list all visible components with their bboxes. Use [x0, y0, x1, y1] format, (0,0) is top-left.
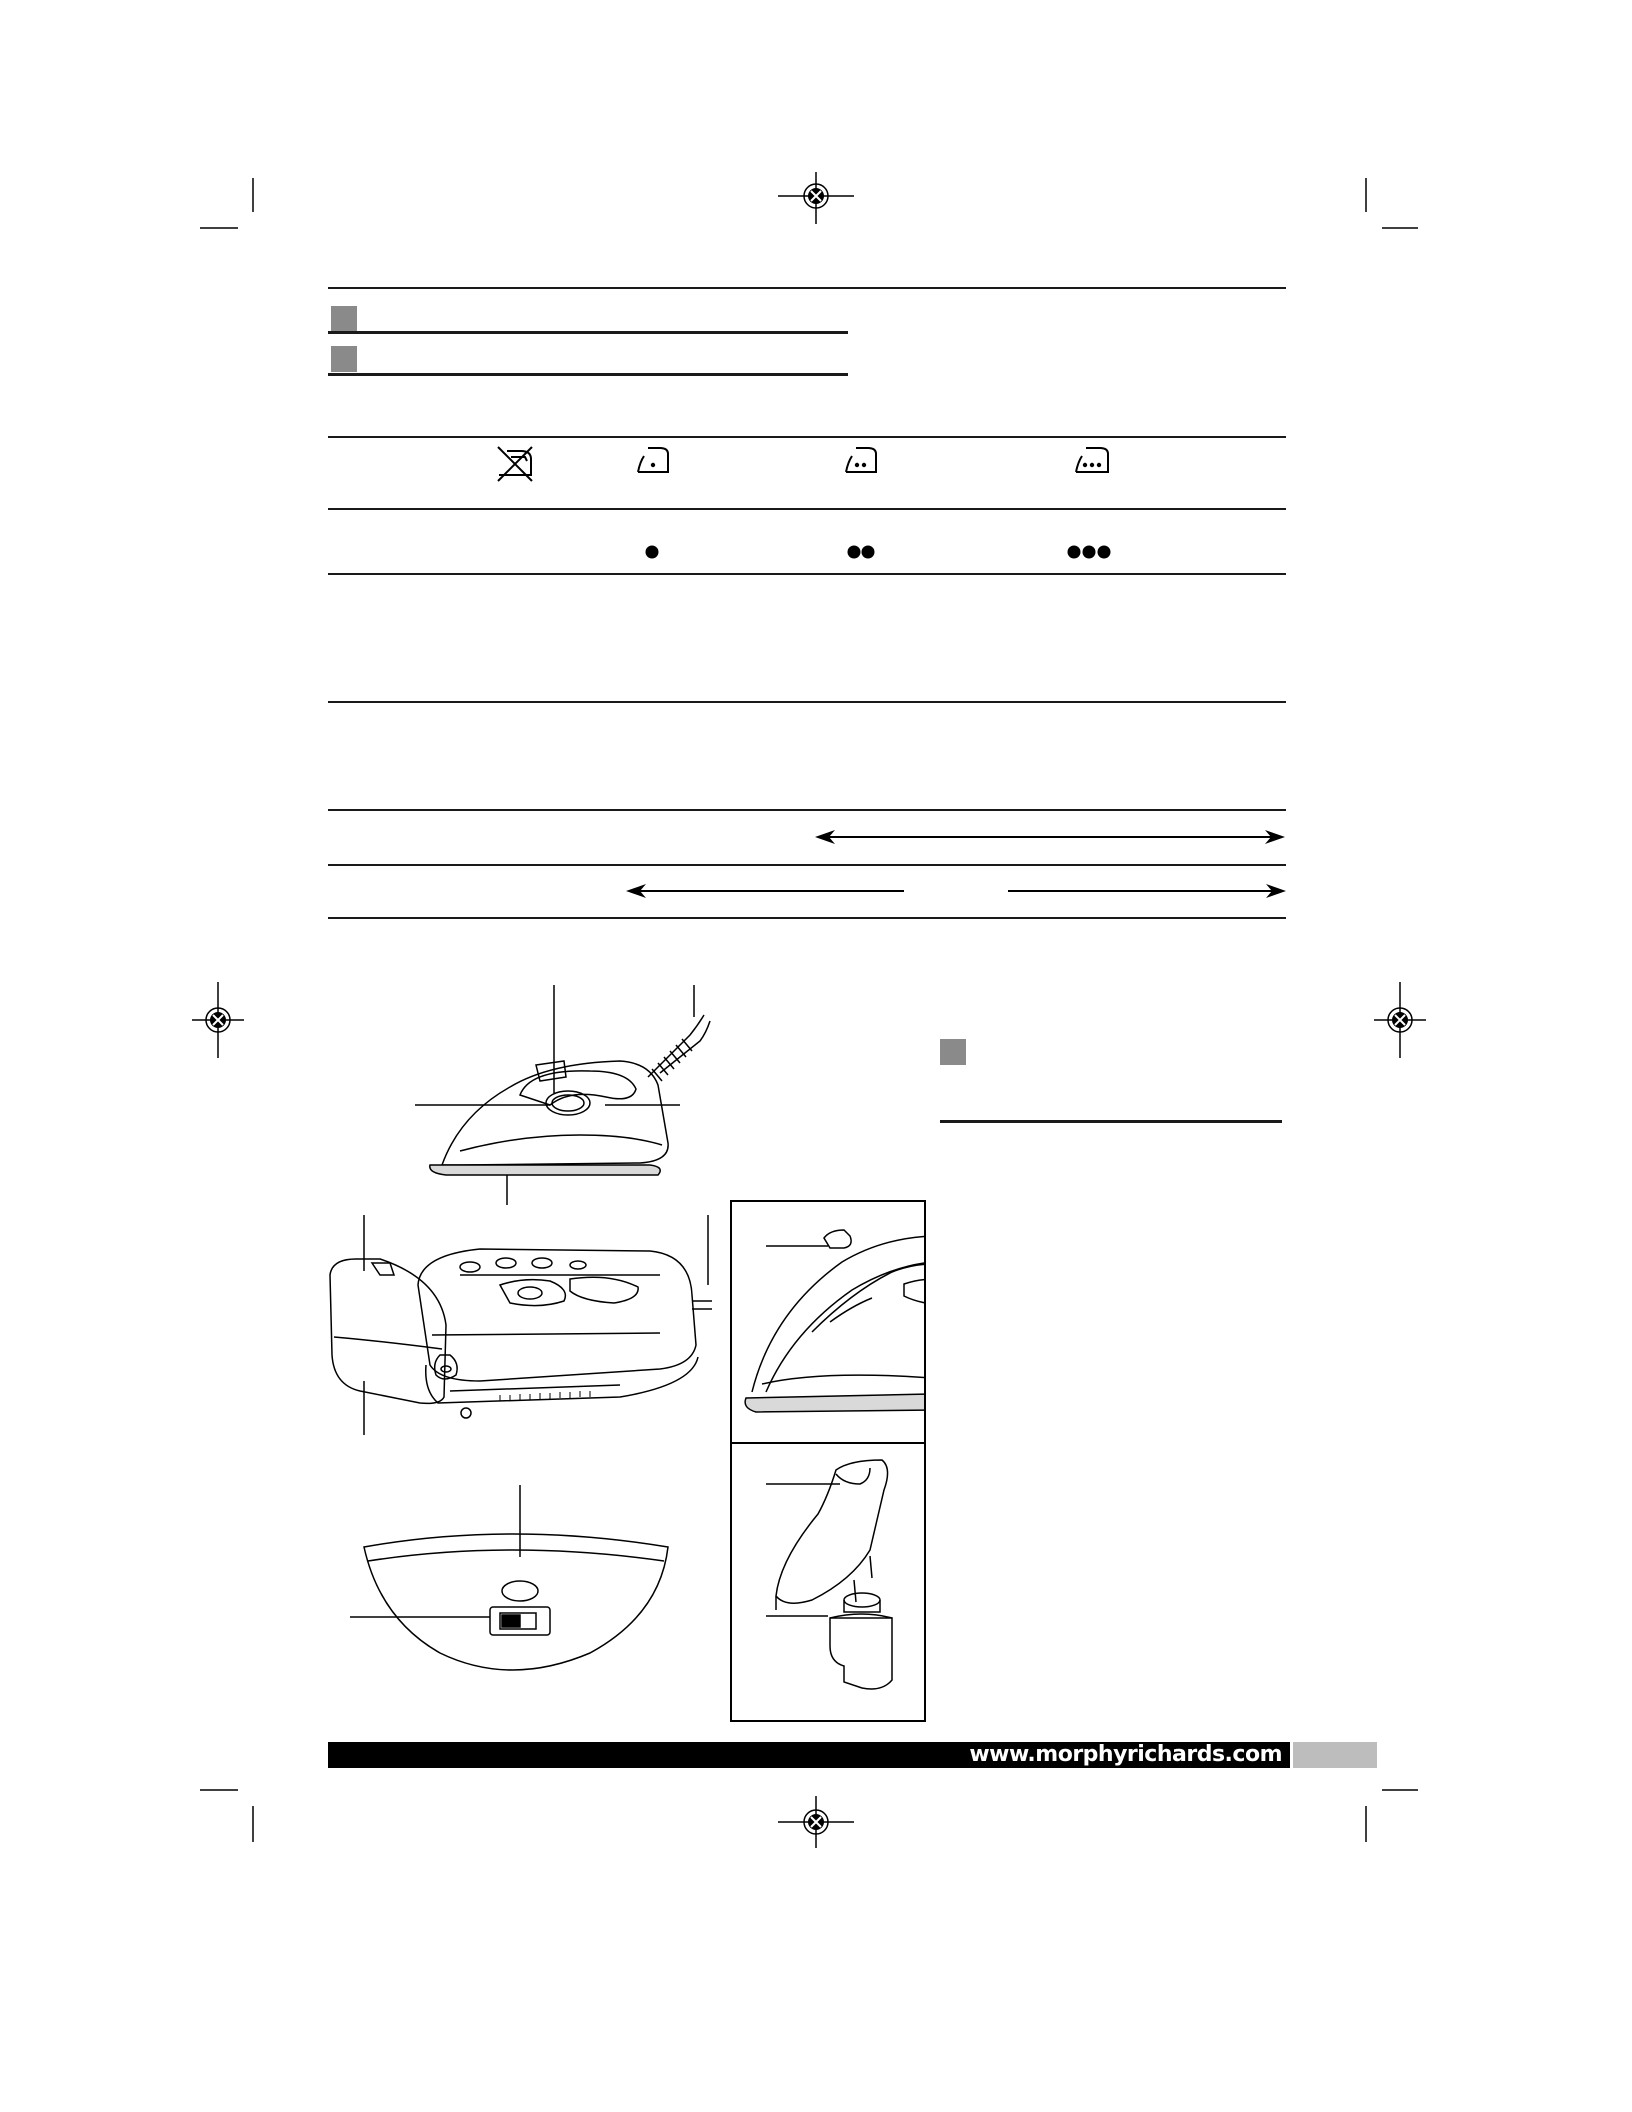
- section-underline-3: [940, 1120, 1282, 1123]
- table-rule-1: [328, 436, 1286, 438]
- iron-one-dot-icon: [636, 446, 670, 474]
- section-marker-3: [940, 1039, 966, 1065]
- setting-one-dot-icon: [640, 540, 664, 564]
- registration-mark-top-icon: [776, 170, 856, 226]
- footer-page-tab: [1293, 1742, 1377, 1768]
- table-rule-7: [328, 917, 1286, 919]
- setting-three-dots-icon: [1064, 540, 1114, 564]
- tank-lid-and-anti-scale-cartridge: [732, 1440, 924, 1720]
- footer-website-link[interactable]: www.morphyrichards.com: [969, 1742, 1282, 1767]
- iron-with-detachable-water-tank: [320, 1215, 720, 1435]
- registration-mark-bottom-icon: [776, 1794, 856, 1850]
- steam-iron-side-view: [400, 985, 730, 1205]
- section-marker-2: [331, 346, 357, 372]
- table-rule-4: [328, 701, 1286, 703]
- section-underline-2: [328, 373, 848, 376]
- table-rule-6: [328, 864, 1286, 866]
- range-double-arrow-icon: [815, 828, 1285, 846]
- no-iron-icon: [495, 443, 535, 483]
- registration-mark-left-icon: [190, 980, 246, 1060]
- iron-spray-nozzle-closeup: [732, 1202, 924, 1442]
- footer-bar: [328, 1742, 1290, 1768]
- cartridge-closeup-frame: [730, 1440, 926, 1722]
- table-rule-2: [328, 508, 1286, 510]
- spray-nozzle-closeup-frame: [730, 1200, 926, 1444]
- header-rule: [328, 287, 1286, 289]
- setting-two-dots-icon: [844, 540, 878, 564]
- water-tank-underside: [340, 1485, 680, 1685]
- iron-three-dots-icon: [1074, 446, 1110, 474]
- table-rule-5: [328, 809, 1286, 811]
- right-arrow-icon: [1008, 882, 1286, 900]
- registration-mark-right-icon: [1372, 980, 1428, 1060]
- section-underline-1: [328, 331, 848, 334]
- iron-two-dots-icon: [844, 446, 878, 474]
- table-rule-3: [328, 573, 1286, 575]
- left-arrow-icon: [626, 882, 904, 900]
- section-marker-1: [331, 306, 357, 332]
